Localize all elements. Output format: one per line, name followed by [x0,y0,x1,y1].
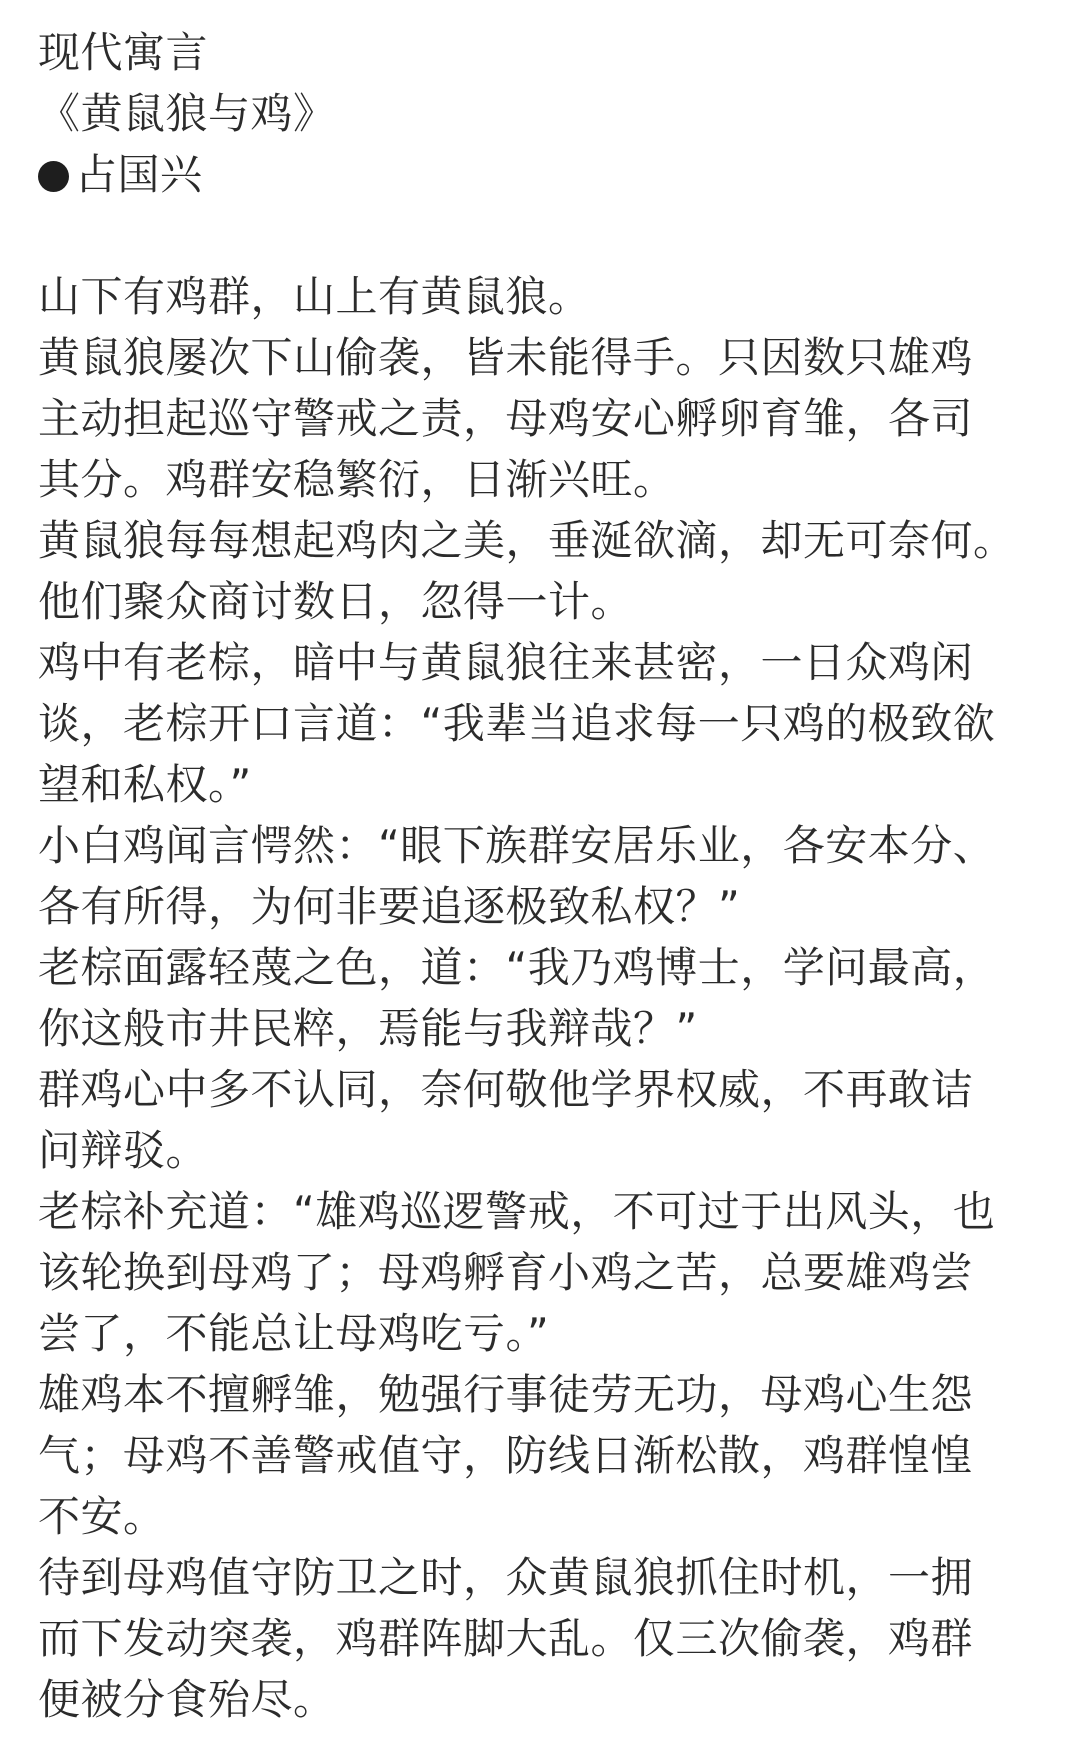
body-text-line: 各有所得，为何非要追逐极致私权？” [38,882,741,931]
article-body [38,266,1044,1730]
body-text-line: 便被分食殆尽。 [38,1675,336,1724]
body-text-line: 气；母鸡不善警戒值守，防线日渐松散，鸡群惶惶 [38,1431,974,1480]
body-text-line: 尝了，不能总让母鸡吃亏。” [38,1309,550,1358]
body-text-line: 问辩驳。 [38,1126,209,1175]
body-text-line: 其分。鸡群安稳繁衍，日渐兴旺。 [38,455,676,504]
body-text-line: 不安。 [38,1492,166,1541]
body-text-line: 雄鸡本不擅孵雏，勉强行事徒劳无功，母鸡心生怨 [38,1370,974,1419]
body-text-line: 黄鼠狼每每想起鸡肉之美，垂涎欲滴，却无可奈何。 [38,516,1016,565]
blank-line [38,205,1044,266]
body-text-line: 望和私权。” [38,760,252,809]
body-text-line: 而下发动突袭，鸡群阵脚大乱。仅三次偷袭，鸡群 [38,1614,974,1663]
genre-label: 现代寓言 [38,28,209,77]
article-title: 《黄鼠狼与鸡》 [38,89,336,138]
body-text-line: 老棕补充道：“雄鸡巡逻警戒，不可过于出风头，也 [38,1187,996,1236]
author-line [38,144,1044,205]
body-text-line: 黄鼠狼屡次下山偷袭，皆未能得手。只因数只雄鸡 [38,333,974,382]
body-text-line: 群鸡心中多不认同，奈何敬他学界权威，不再敢诘 [38,1065,974,1114]
body-text-line: 鸡中有老棕，暗中与黄鼠狼往来甚密，一日众鸡闲 [38,638,974,687]
bullet-dot-icon [38,161,69,192]
body-text-line: 该轮换到母鸡了；母鸡孵育小鸡之苦，总要雄鸡尝 [38,1248,974,1297]
body-text-line: 山下有鸡群，山上有黄鼠狼。 [38,272,591,321]
body-text-line: 谈，老棕开口言道：“我辈当追求每一只鸡的极致欲 [38,699,996,748]
body-text-line: 小白鸡闻言愕然：“眼下族群安居乐业，各安本分、 [38,821,996,870]
body-text-line: 老棕面露轻蔑之色，道：“我乃鸡博士，学问最高， [38,943,996,992]
body-text-line: 他们聚众商讨数日，忽得一计。 [38,577,634,626]
author-name: 占国兴 [75,150,203,199]
body-text-line: 待到母鸡值守防卫之时，众黄鼠狼抓住时机，一拥 [38,1553,974,1602]
body-text-line: 主动担起巡守警戒之责，母鸡安心孵卵育雏，各司 [38,394,974,443]
body-text-line: 你这般市井民粹，焉能与我辩哉？” [38,1004,698,1053]
